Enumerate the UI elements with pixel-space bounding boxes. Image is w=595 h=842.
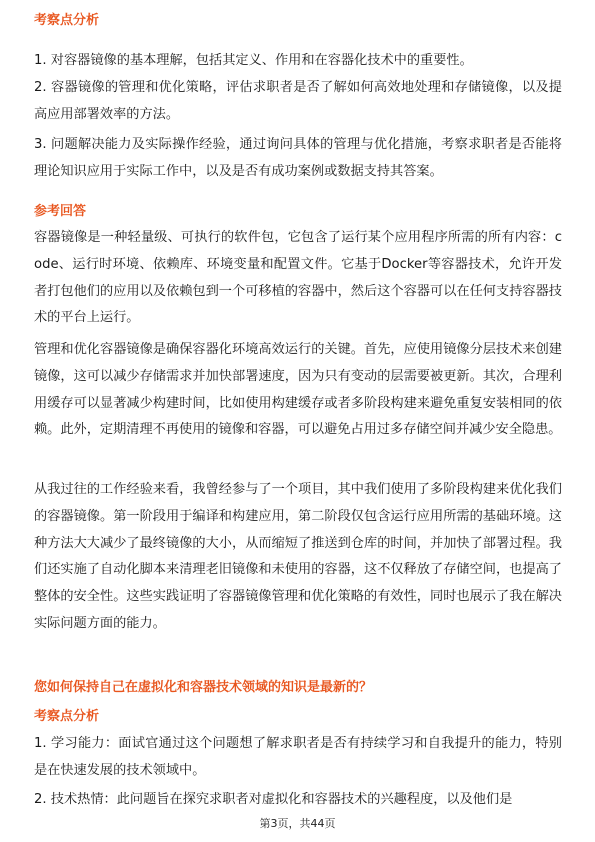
page-footer: 第3页，共44页 [259, 817, 336, 830]
analysis-item-2: 2. 容器镜像的管理和优化策略，评估求职者是否了解如何高效地处理和存储镜像，以及提高应用部署效率的方法。 [34, 80, 562, 122]
answer-paragraph-3: 从我过往的工作经验来看，我曾经参与了一个项目，其中我们使用了多阶段构建来优化我们的容器镜像。第一阶段用于编译和构建应用，第二阶段仅包含运行应用所需的基础环境。这种方法大大减少了最终镜像的大小，从而缩短了推送到仓库的时间，并加快了部署过程。我们还实施了自动化脚本来清理老旧镜像和未使用的容器，这不仅释放了存储空间，也提高了整体的安全性。这些实践证明了容器镜像管理和优化策略的有效性，同时也展示了我在解决实际问题方面的能力。 [34, 482, 562, 631]
question-heading: 您如何保持自己在虚拟化和容器技术领域的知识是最新的？ [34, 680, 373, 695]
analysis-item-5: 2. 技术热情：此问题旨在探究求职者对虚拟化和容器技术的兴趣程度，以及他们是 [34, 792, 513, 807]
analysis-item-1: 1. 对容器镜像的基本理解，包括其定义、作用和在容器化技术中的重要性。 [34, 53, 473, 68]
analysis-item-4: 1. 学习能力：面试官通过这个问题想了解求职者是否有持续学习和自我提升的能力，特别是在快速发展的技术领域中。 [34, 736, 562, 778]
analysis-item-3: 3. 问题解决能力及实际操作经验，通过询问具体的管理与优化措施，考察求职者是否能将理论知识应用于实际工作中，以及是否有成功案例或数据支持其答案。 [34, 137, 562, 179]
section-heading-answer: 参考回答 [34, 204, 87, 219]
section-heading-analysis-2: 考察点分析 [34, 709, 100, 724]
answer-paragraph-2: 管理和优化容器镜像是确保容器化环境高效运行的关键。首先，应使用镜像分层技术来创建镜像，这可以减少存储需求并加快部署速度，因为只有变动的层需要被更新。其次，合理利用缓存可以显著减少构建时间，比如使用构建缓存或者多阶段构建来避免重复安装相同的依赖。此外，定期清理不再使用的镜像和容器，可以避免占用过多存储空间并减少安全隐患。 [34, 342, 562, 438]
answer-paragraph-1: 容器镜像是一种轻量级、可执行的软件包，它包含了运行某个应用程序所需的所有内容：code、运行时环境、依赖库、环境变量和配置文件。它基于Docker等容器技术，允许开发者打包他们的应用以及依赖包到一个可移植的容器中，然后这个容器可以在任何支持容器技术的平台上运行。 [34, 230, 562, 326]
section-heading-analysis-1: 考察点分析 [34, 13, 100, 28]
